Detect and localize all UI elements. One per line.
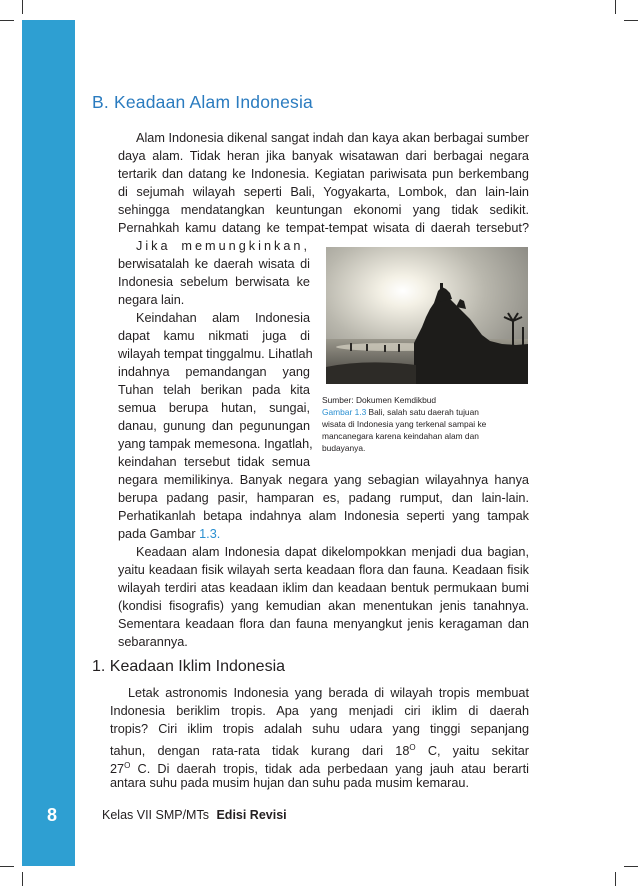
figure-source: Sumber: Dokumen Kemdikbud <box>322 395 437 405</box>
body-line: antara suhu pada musim hujan dan suhu pada musim kemarau. <box>110 776 469 790</box>
column-line: Keindahan alam Indonesia <box>136 311 310 325</box>
column-line: Tuhan telah berikan pada kita <box>118 383 310 397</box>
crop-mark-bottom-right-h <box>624 866 638 867</box>
body-line: Sementara keadaan flora dan fauna menyangkut jenis keragaman dan <box>118 617 529 631</box>
body-text: C, yaitu sekitar <box>415 744 530 758</box>
body-line: Pernahkah kamu datang ke tempat-tempat wisata di daerah tersebut? <box>118 221 529 235</box>
body-line: berupa padang pasir, hamparan es, padang rumput, dan lain-lain. <box>118 491 529 505</box>
body-line: daya alam. Tidak heran jika banyak wisatawan dari berbagai negara <box>118 149 529 163</box>
column-line: negara lain. <box>118 293 185 307</box>
crop-mark-bottom-left-v <box>22 872 23 886</box>
bali-temple-photo <box>326 247 528 384</box>
body-line: Alam Indonesia dikenal sangat indah dan kaya akan berbagai sumber <box>136 131 529 145</box>
footer-title: Kelas VII SMP/MTs <box>102 808 209 822</box>
figure-caption-line: mancanegara karena keindahan alam dan <box>322 431 479 441</box>
crop-mark-top-left-h <box>0 20 14 21</box>
crop-mark-bottom-left-h <box>0 866 14 867</box>
body-text: C. Di daerah tropis, tidak ada perbedaan yang jauh atau berarti <box>130 762 529 776</box>
column-line: semua berupa hutan, sungai, <box>118 401 310 415</box>
column-line: dapat kamu nikmati juga di <box>118 329 310 343</box>
column-line: yang tampak memesona. Ingatlah, <box>118 437 313 451</box>
body-line: (kondisi fisografis) yang kemudian akan menentukan jenis tanahnya. <box>118 599 529 613</box>
body-line: Letak astronomis Indonesia yang berada di wilayah tropis membuat <box>128 686 529 700</box>
body-line: negara memilikinya. Banyak negara yang sebagian wilayahnya hanya <box>118 473 529 487</box>
body-line: tropis? Ciri iklim tropis adalah suhu udara yang tinggi sepanjang <box>110 722 529 736</box>
body-line: wilayah terdiri atas keadaan iklim dan keadaan bentuk permukaan bumi <box>118 581 529 595</box>
column-line: berwisatalah ke daerah wisata di <box>118 257 310 271</box>
degree-superscript: O <box>409 743 416 752</box>
crop-mark-bottom-right-v <box>615 872 616 886</box>
subsection-heading: 1. Keadaan Iklim Indonesia <box>92 658 286 675</box>
page-number: 8 <box>46 805 57 825</box>
body-line: Indonesia beriklim tropis. Apa yang menjadi ciri iklim di daerah <box>110 704 529 718</box>
body-line: sehingga mendatangkan keuntungan ekonomi yang tidak sedikit. <box>118 203 529 217</box>
figure-reference-link[interactable]: 1.3. <box>199 527 221 541</box>
footer-edition: Edisi Revisi <box>216 808 287 822</box>
body-text: 27 <box>110 762 125 776</box>
figure-label: Gambar 1.3 <box>322 407 367 417</box>
body-line: yaitu keadaan fisik wilayah serta keadaan flora dan fauna. Keadaan fisik <box>118 563 529 577</box>
body-line: di sejumah wilayah seperti Bali, Yogyakarta, Lombok, dan lain-lain <box>118 185 529 199</box>
body-text: tahun, dengan rata-rata tidak kurang dari 18 <box>110 744 410 758</box>
column-line: indahnya pemandangan yang <box>118 365 310 379</box>
column-line: Indonesia sebelum berwisata ke <box>118 275 310 289</box>
figure-caption-line: wisata di Indonesia yang terkenal sampai ke <box>322 419 487 429</box>
body-line: tertarik dan datang ke Indonesia. Kegiatan pariwisata pun berkembang <box>118 167 529 181</box>
column-line: keindahan tersebut tidak semua <box>118 455 310 469</box>
crop-mark-top-left-v <box>22 0 23 14</box>
body-line: Perhatikanlah betapa indahnya alam Indonesia seperti yang tampak <box>118 509 529 523</box>
column-line: Jika memungkinkan, <box>136 239 310 253</box>
crop-mark-top-right-v <box>615 0 616 14</box>
column-line: wilayah tempat tinggalmu. Lihatlah <box>118 347 313 361</box>
figure-caption-text: Bali, salah satu daerah tujuan <box>366 407 479 417</box>
body-text: pada Gambar <box>118 527 200 541</box>
degree-superscript: O <box>124 761 131 770</box>
figure-caption-line: budayanya. <box>322 443 366 453</box>
figure-caption <box>322 407 479 419</box>
body-line: sebarannya. <box>118 635 188 649</box>
page-footer <box>102 808 287 822</box>
page-sidebar <box>22 20 75 866</box>
column-line: danau, gunung dan pegunungan <box>118 419 310 433</box>
body-line <box>118 526 220 543</box>
crop-mark-top-right-h <box>624 20 638 21</box>
body-line: Keadaan alam Indonesia dapat dikelompokkan menjadi dua bagian, <box>136 545 529 559</box>
section-heading: B. Keadaan Alam Indonesia <box>92 92 313 112</box>
